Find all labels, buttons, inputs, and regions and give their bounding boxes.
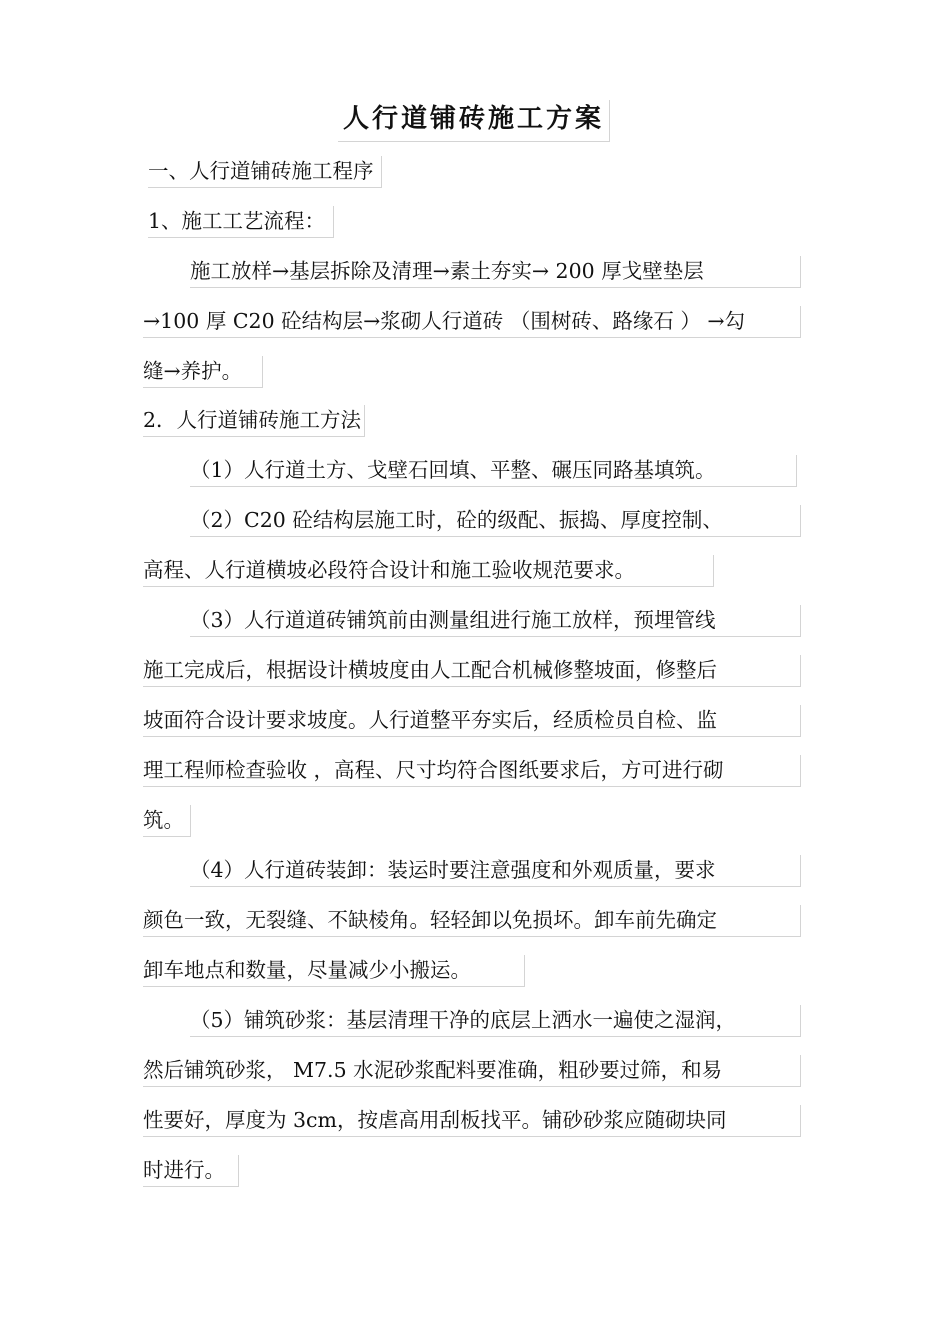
- paragraph-line: 时进行。: [143, 1155, 239, 1187]
- paragraph-line: （3）人行道道砖铺筑前由测量组进行施工放样，预埋管线: [190, 605, 801, 637]
- paragraph-line: 施工完成后，根据设计横坡度由人工配合机械修整坡面，修整后: [143, 655, 801, 687]
- paragraph-line: 然后铺筑砂浆， M7.5 水泥砂浆配料要准确，粗砂要过筛，和易: [143, 1055, 801, 1087]
- paragraph-line: 颜色一致，无裂缝、不缺棱角。轻轻卸以免损坏。卸车前先确定: [143, 905, 801, 937]
- paragraph-line: （2）C20 砼结构层施工时，砼的级配、振捣、厚度控制、: [190, 505, 801, 537]
- paragraph-line: 性要好，厚度为 3cm，按虐高用刮板找平。铺砂砂浆应随砌块同: [143, 1105, 801, 1137]
- paragraph-line: 坡面符合设计要求坡度。人行道整平夯实后，经质检员自检、监: [143, 705, 801, 737]
- paragraph-line: 理工程师检查验收 ，高程、尺寸均符合图纸要求后，方可进行砌: [143, 755, 801, 787]
- paragraph-line: 高程、人行道横坡必段符合设计和施工验收规范要求。: [143, 555, 714, 587]
- paragraph-line: 卸车地点和数量，尽量减少小搬运。: [143, 955, 525, 987]
- paragraph-line: →100 厚 C20 砼结构层→浆砌人行道砖 （围树砖、路缘石 ） →勾: [143, 306, 801, 338]
- subsection-heading: 2．人行道铺砖施工方法: [143, 405, 365, 437]
- subsection-heading: 1、施工工艺流程：: [148, 206, 334, 238]
- document-title: 人行道铺砖施工方案: [338, 100, 610, 142]
- paragraph-line: （4）人行道砖装卸：装运时要注意强度和外观质量，要求: [190, 855, 801, 887]
- paragraph-line: 筑。: [143, 805, 191, 837]
- paragraph-line: （5）铺筑砂浆：基层清理干净的底层上洒水一遍使之湿润，: [190, 1005, 801, 1037]
- paragraph-line: （1）人行道土方、戈壁石回填、平整、碾压同路基填筑。: [190, 455, 797, 487]
- paragraph-line: 缝→养护。: [143, 356, 263, 388]
- section-heading: 一、人行道铺砖施工程序: [148, 156, 382, 188]
- paragraph-line: 施工放样→基层拆除及清理→素土夯实→ 200 厚戈壁垫层: [190, 256, 801, 288]
